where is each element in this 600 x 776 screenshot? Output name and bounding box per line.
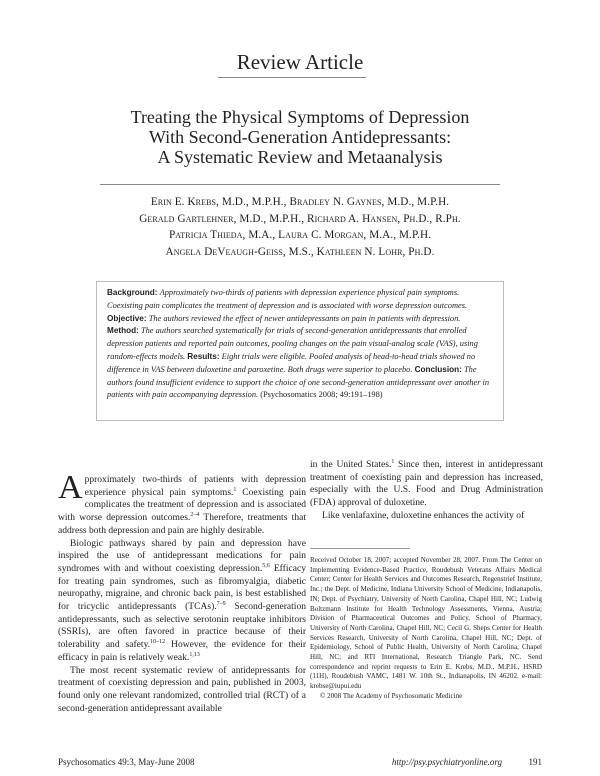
author-line-3: Patricia Thieda, M.A., Laura C. Morgan, M.A., M.P.H.	[168, 229, 432, 242]
body-left-column	[58, 474, 306, 756]
body-paragraph-4: in the United States.$^1$ Since then, interest in antidepressant treatment of coexisting pain and depression has increased, especially with the U.S. Food and Drug Administration (FDA) approval of duloxetine.	[310, 459, 543, 509]
abstract-conclusion-text: The authors found insufficient evidence to support the choice of one second-generation antidepressant over another in patients with pain accompanying depression.	[107, 364, 490, 400]
abstract-background-text: Approximately two-thirds of patients with depression experience physical pain symptoms. Coexisting pain complicates the treatment of depression and is associated with worse depression outcomes.	[107, 288, 468, 310]
section-label: Review Article	[236, 50, 364, 74]
title-line-2: With Second-Generation Antidepressants:	[148, 127, 452, 147]
author-line-4: Angela DeVeaugh-Geiss, M.S., Kathleen N. Lohr, Ph.D.	[165, 246, 435, 259]
title-line-1: Treating the Physical Symptoms of Depression	[130, 107, 470, 127]
author-list	[0, 194, 600, 261]
author-line-2: Gerald Gartlehner, M.D., M.P.H., Richard A. Hansen, Ph.D., R.Ph.	[139, 212, 461, 225]
body-paragraph-2: Biologic pathways shared by pain and depression have inspired the use of antidepressant medications for pain syndromes with and without coexisting depression.$^{5,6}$ Efficacy for treating pain syndromes, such as fibromyalgia, diabetic neuropathy, migraine, and chronic back pain, is best established for tricyclic antidepressants (TCAs).$^{7-9}$ Second-generation antidepressants, such as selective serotonin reuptake inhibitors (SSRIs), are often favored in practice because of their tolerability and safety.$^{10-12}$ However, the evidence for their efficacy in pain is relatively weak.$^{1,13}$	[58, 537, 306, 663]
footnote-rule	[310, 548, 410, 549]
title-line-3: A Systematic Review and Metaanalysis	[157, 147, 443, 167]
abstract-method-text: The authors searched systematically for trials of second-generation antidepressants that enrolled depression patients and reported pain outcomes, pooling changes on the pain visual-analog scale (VAS), using random-effects models.	[107, 326, 478, 361]
abstract-objective-label: Objective:	[107, 313, 147, 323]
footer-url[interactable]: http://psy.psychiatryonline.org	[391, 757, 502, 767]
article-footnote	[310, 556, 542, 746]
body-paragraph-1: Approximately two-thirds of patients with depression experience physical pain symptoms.$^1$ Coexisting pain complicates the treatment of depression and is associated with worse depression outcomes.$^{2-4}$ Therefore, treatments that address both depression and pain are highly desirable.	[58, 474, 306, 536]
footnote-text: Received October 18, 2007; accepted November 28, 2007. From The Center on Implementing Evidence-Based Practice, Roudebush Veterans Affairs Medical Center; Center for Health Services and Outcomes Research, Regenstrief Institute, Inc.; the Dept. of Medicine, Indiana University School of Medicine, Indianapolis, IN; Dept. of Psychiatry, University of North Carolina, Chapel Hill, NC; Ludwig Boltzmann Institute for Health Technology Assessments, Vienna, Austria; Division of Pharmaceutical Outcomes and Policy, School of Pharmacy, University of North Carolina, Chapel Hill, NC; Cecil G. Sheps Center for Health Services Research, University of North Carolina, Chapel Hill, NC; Dept. of Epidemiology, School of Public Health, University of North Carolina, Chapel Hill, NC; and RTI International, Research Triangle Park, NC. Send correspondence and reprint requests to Erin E. Krebs, M.D., M.P.H., HSRD (11H), Roudebush VAMC, 1481 W. 10th St., Indianapolis, IN 46202. e-mail: krebse@iupui.edu	[310, 556, 542, 691]
body-paragraph-5: Like venlafaxine, duloxetine enhances the activity of	[322, 509, 525, 521]
abstract-method-label: Method:	[107, 326, 139, 336]
abstract-citation: (Psychosomatics 2008; 49:191–198)	[260, 390, 383, 400]
abstract-results-label: Results:	[187, 351, 220, 361]
body-paragraph-3: The most recent systematic review of antidepressants for treatment of coexisting depression and pain, published in 2003, found only one relevant randomized, controlled trial (RCT) of a second-generation antidepressant available	[58, 664, 306, 714]
abstract-box	[96, 281, 504, 421]
page-number: 191	[528, 757, 542, 767]
footer-right	[0, 757, 542, 767]
article-title	[0, 107, 600, 167]
title-rule	[100, 184, 500, 185]
abstract-background-label: Background:	[107, 288, 158, 297]
footer-journal: Psychosomatics 49:3, May-June 2008	[58, 757, 195, 767]
abstract-objective-text: The authors reviewed the effect of newer antidepressants on pain in patients with depression.	[148, 313, 461, 323]
section-rule	[218, 77, 366, 78]
footnote-copyright: © 2008 The Academy of Psychosomatic Medicine	[320, 691, 463, 700]
body-right-column	[310, 459, 543, 523]
abstract-results-text: Eight trials were eligible. Pooled analysis of head-to-head trials showed no difference in VAS between duloxetine and paroxetine. Both drugs were superior to placebo.	[107, 351, 476, 374]
abstract-conclusion-label: Conclusion:	[414, 364, 462, 374]
author-line-1: Erin E. Krebs, M.D., M.P.H., Bradley N. Gaynes, M.D., M.P.H.	[150, 196, 450, 208]
drop-cap: A	[58, 474, 83, 506]
